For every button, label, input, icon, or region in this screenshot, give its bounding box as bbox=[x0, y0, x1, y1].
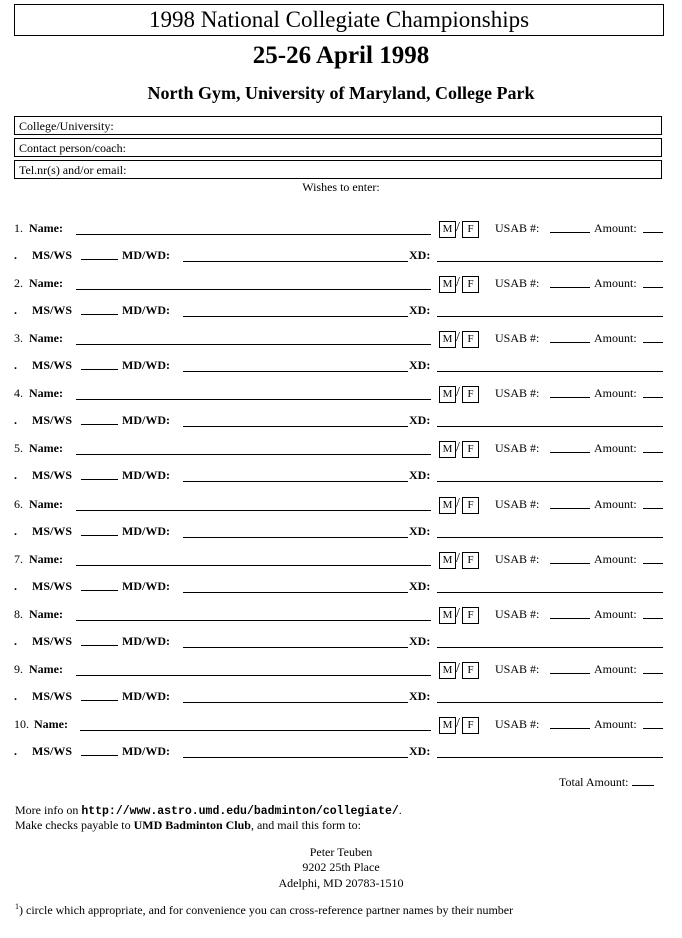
slash-separator: / bbox=[456, 330, 460, 346]
usab-number-field[interactable] bbox=[550, 618, 590, 619]
total-amount-field[interactable] bbox=[632, 785, 654, 786]
entry-number: 1. bbox=[14, 221, 23, 235]
doubles-label: MD/WD: bbox=[122, 248, 170, 262]
usab-number-field[interactable] bbox=[550, 287, 590, 288]
amount-field[interactable] bbox=[643, 232, 663, 233]
female-option[interactable]: F bbox=[462, 552, 479, 569]
female-option[interactable]: F bbox=[462, 607, 479, 624]
female-option[interactable]: F bbox=[462, 662, 479, 679]
events-prefix: . bbox=[14, 468, 17, 483]
usab-label: USAB #: bbox=[495, 441, 540, 456]
entry-number: 10. bbox=[14, 716, 29, 731]
address-city: Adelphi, MD 20783-1510 bbox=[278, 876, 404, 890]
name-label: Name: bbox=[29, 606, 63, 621]
female-option[interactable]: F bbox=[462, 717, 479, 734]
singles-field[interactable] bbox=[81, 369, 118, 370]
singles-field[interactable] bbox=[81, 645, 118, 646]
entry-events-row bbox=[14, 675, 664, 703]
female-option[interactable]: F bbox=[462, 221, 479, 238]
amount-label: Amount: bbox=[594, 441, 637, 456]
form-title: 1998 National Collegiate Championships bbox=[14, 4, 664, 36]
entry-name-row bbox=[14, 648, 664, 676]
usab-label: USAB #: bbox=[495, 606, 540, 621]
doubles-label: MD/WD: bbox=[122, 413, 170, 428]
usab-number-field[interactable] bbox=[550, 563, 590, 564]
events-prefix: . bbox=[14, 688, 17, 703]
singles-field[interactable] bbox=[81, 424, 118, 425]
usab-number-field[interactable] bbox=[550, 232, 590, 233]
entry-events-row bbox=[14, 620, 664, 648]
entry-events-row bbox=[14, 289, 664, 317]
slash-separator: / bbox=[456, 495, 460, 511]
name-label: Name: bbox=[29, 441, 63, 456]
slash-separator: / bbox=[456, 660, 460, 676]
mixed-label: XD: bbox=[409, 578, 431, 593]
doubles-label: MD/WD: bbox=[122, 633, 170, 648]
event-venue: North Gym, University of Maryland, College Park bbox=[147, 83, 535, 103]
events-prefix: . bbox=[14, 578, 17, 593]
doubles-label: MD/WD: bbox=[122, 358, 170, 373]
amount-label: Amount: bbox=[594, 221, 637, 235]
female-option[interactable]: F bbox=[462, 497, 479, 514]
male-option[interactable]: M bbox=[439, 386, 456, 403]
amount-label: Amount: bbox=[594, 276, 637, 291]
singles-label: MS/WS bbox=[32, 468, 73, 483]
info-url-link[interactable]: http://www.astro.umd.edu/badminton/collegiate/ bbox=[81, 805, 399, 818]
usab-number-field[interactable] bbox=[550, 728, 590, 729]
events-prefix: . bbox=[14, 633, 17, 648]
entry-name-row bbox=[14, 703, 664, 731]
usab-label: USAB #: bbox=[495, 661, 540, 676]
entry-name-row bbox=[14, 262, 664, 290]
name-label: Name: bbox=[34, 716, 68, 731]
mixed-label: XD: bbox=[409, 468, 431, 483]
mixed-label: XD: bbox=[409, 688, 431, 703]
entry-events-row bbox=[14, 344, 664, 372]
name-label: Name: bbox=[29, 551, 63, 566]
male-option[interactable]: M bbox=[439, 607, 456, 624]
female-option[interactable]: F bbox=[462, 386, 479, 403]
name-label: Name: bbox=[29, 661, 63, 676]
entry-name-row bbox=[14, 317, 664, 345]
doubles-label: MD/WD: bbox=[122, 303, 170, 318]
entry-number: 7. bbox=[14, 551, 23, 566]
usab-label: USAB #: bbox=[495, 496, 540, 511]
mixed-label: XD: bbox=[409, 248, 431, 262]
name-label: Name: bbox=[29, 496, 63, 511]
usab-label: USAB #: bbox=[495, 386, 540, 401]
female-option[interactable]: F bbox=[462, 276, 479, 293]
female-option[interactable]: F bbox=[462, 331, 479, 348]
singles-label: MS/WS bbox=[32, 413, 73, 428]
total-amount bbox=[559, 775, 654, 790]
slash-separator: / bbox=[456, 385, 460, 401]
usab-number-field[interactable] bbox=[550, 508, 590, 509]
payee-name: UMD Badminton Club bbox=[133, 818, 251, 832]
mixed-label: XD: bbox=[409, 743, 431, 758]
entry-events-row bbox=[14, 730, 664, 758]
male-option[interactable]: M bbox=[439, 497, 456, 514]
more-info-prefix: More info on bbox=[15, 803, 82, 817]
singles-field[interactable] bbox=[81, 535, 118, 536]
mixed-partner-field[interactable] bbox=[437, 757, 663, 758]
more-info-line bbox=[15, 803, 402, 818]
events-prefix: . bbox=[14, 743, 17, 758]
singles-label: MS/WS bbox=[32, 248, 73, 262]
usab-number-field[interactable] bbox=[550, 397, 590, 398]
amount-field[interactable] bbox=[643, 342, 663, 343]
singles-label: MS/WS bbox=[32, 578, 73, 593]
amount-field[interactable] bbox=[643, 673, 663, 674]
doubles-label: MD/WD: bbox=[122, 743, 170, 758]
footnote-mark: 1 bbox=[15, 902, 19, 911]
name-label: Name: bbox=[29, 276, 63, 291]
amount-field[interactable] bbox=[643, 563, 663, 564]
entry-number: 8. bbox=[14, 606, 23, 621]
singles-label: MS/WS bbox=[32, 358, 73, 373]
mixed-label: XD: bbox=[409, 413, 431, 428]
mixed-label: XD: bbox=[409, 358, 431, 373]
entry-number: 3. bbox=[14, 331, 23, 346]
entry-name-row bbox=[14, 427, 664, 455]
phone-email-field[interactable]: Tel.nr(s) and/or email: bbox=[14, 160, 662, 179]
usab-number-field[interactable] bbox=[550, 673, 590, 674]
male-option[interactable]: M bbox=[439, 662, 456, 679]
slash-separator: / bbox=[456, 275, 460, 291]
checks-prefix: Make checks payable to bbox=[15, 818, 134, 832]
male-option[interactable]: M bbox=[439, 717, 456, 734]
events-prefix: . bbox=[14, 523, 17, 538]
footnote-text: ) circle which appropriate, and for convenience you can cross-reference partner names by their number bbox=[19, 903, 514, 917]
male-option[interactable]: M bbox=[439, 276, 456, 293]
address-name: Peter Teuben bbox=[309, 845, 373, 859]
singles-field[interactable] bbox=[81, 259, 118, 260]
amount-label: Amount: bbox=[594, 661, 637, 676]
singles-field[interactable] bbox=[81, 314, 118, 315]
amount-label: Amount: bbox=[594, 331, 637, 346]
checks-line bbox=[15, 818, 361, 833]
amount-label: Amount: bbox=[594, 716, 637, 731]
footnote bbox=[15, 902, 513, 918]
male-option[interactable]: M bbox=[439, 331, 456, 348]
event-date: 25-26 April 1998 bbox=[252, 42, 430, 69]
doubles-label: MD/WD: bbox=[122, 578, 170, 593]
events-prefix: . bbox=[14, 413, 17, 428]
wishes-to-enter-label: Wishes to enter: bbox=[302, 180, 380, 194]
entry-events-row bbox=[14, 399, 664, 427]
usab-label: USAB #: bbox=[495, 716, 540, 731]
name-label: Name: bbox=[29, 386, 63, 401]
entry-number: 2. bbox=[14, 276, 23, 291]
entry-events-row bbox=[14, 510, 664, 538]
singles-label: MS/WS bbox=[32, 303, 73, 318]
doubles-label: MD/WD: bbox=[122, 688, 170, 703]
entry-name-row bbox=[14, 538, 664, 566]
name-label: Name: bbox=[29, 221, 63, 235]
events-prefix: . bbox=[14, 358, 17, 373]
female-option[interactable]: F bbox=[462, 441, 479, 458]
male-option[interactable]: M bbox=[439, 441, 456, 458]
usab-number-field[interactable] bbox=[550, 342, 590, 343]
slash-separator: / bbox=[456, 550, 460, 566]
amount-field[interactable] bbox=[643, 287, 663, 288]
contact-person-field[interactable]: Contact person/coach: bbox=[14, 138, 662, 157]
entry-name-row bbox=[14, 483, 664, 511]
mixed-label: XD: bbox=[409, 633, 431, 648]
entry-name-row bbox=[14, 207, 664, 235]
slash-separator: / bbox=[456, 440, 460, 456]
events-prefix: . bbox=[14, 248, 17, 262]
usab-label: USAB #: bbox=[495, 331, 540, 346]
mixed-label: XD: bbox=[409, 303, 431, 318]
entry-name-row bbox=[14, 372, 664, 400]
usab-label: USAB #: bbox=[495, 551, 540, 566]
usab-number-field[interactable] bbox=[550, 452, 590, 453]
entry-number: 6. bbox=[14, 496, 23, 511]
entry-name-row bbox=[14, 593, 664, 621]
singles-label: MS/WS bbox=[32, 688, 73, 703]
entry-events-row bbox=[14, 234, 664, 262]
singles-field[interactable] bbox=[81, 479, 118, 480]
doubles-label: MD/WD: bbox=[122, 468, 170, 483]
checks-suffix: , and mail this form to: bbox=[250, 818, 361, 832]
doubles-label: MD/WD: bbox=[122, 523, 170, 538]
singles-field[interactable] bbox=[81, 700, 118, 701]
events-prefix: . bbox=[14, 303, 17, 318]
entry-number: 4. bbox=[14, 386, 23, 401]
singles-field[interactable] bbox=[81, 590, 118, 591]
amount-field[interactable] bbox=[643, 508, 663, 509]
slash-separator: / bbox=[456, 220, 460, 235]
usab-label: USAB #: bbox=[495, 276, 540, 291]
usab-label: USAB #: bbox=[495, 221, 540, 235]
slash-separator: / bbox=[456, 605, 460, 621]
male-option[interactable]: M bbox=[439, 221, 456, 238]
male-option[interactable]: M bbox=[439, 552, 456, 569]
doubles-partner-field[interactable] bbox=[183, 757, 408, 758]
entry-number: 5. bbox=[14, 441, 23, 456]
address-street: 9202 25th Place bbox=[302, 860, 380, 874]
amount-label: Amount: bbox=[594, 386, 637, 401]
amount-field[interactable] bbox=[643, 728, 663, 729]
singles-label: MS/WS bbox=[32, 523, 73, 538]
amount-label: Amount: bbox=[594, 496, 637, 511]
amount-field[interactable] bbox=[643, 618, 663, 619]
more-info-suffix: . bbox=[398, 803, 402, 817]
college-field[interactable]: College/University: bbox=[14, 116, 662, 135]
entry-events-row bbox=[14, 454, 664, 482]
amount-field[interactable] bbox=[643, 397, 663, 398]
name-label: Name: bbox=[29, 331, 63, 346]
slash-separator: / bbox=[456, 715, 460, 731]
singles-label: MS/WS bbox=[32, 743, 73, 758]
entry-events-row bbox=[14, 565, 664, 593]
amount-label: Amount: bbox=[594, 551, 637, 566]
singles-field[interactable] bbox=[81, 755, 118, 756]
singles-label: MS/WS bbox=[32, 633, 73, 648]
mixed-label: XD: bbox=[409, 523, 431, 538]
amount-label: Amount: bbox=[594, 606, 637, 621]
total-amount-label: Total Amount: bbox=[559, 775, 629, 789]
entry-number: 9. bbox=[14, 661, 23, 676]
amount-field[interactable] bbox=[643, 452, 663, 453]
